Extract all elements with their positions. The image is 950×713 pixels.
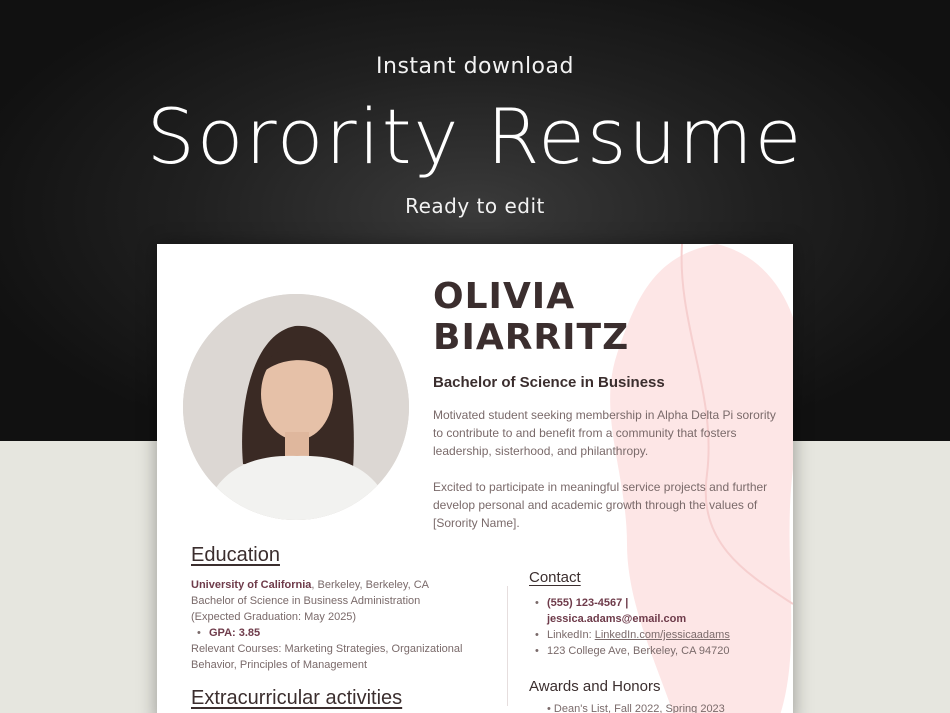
candidate-name	[433, 276, 629, 358]
profile-photo	[183, 294, 409, 520]
address: • 123 College Ave, Berkeley, CA 94720	[529, 643, 759, 659]
hero-subtitle-bottom: Ready to edit	[405, 194, 545, 218]
summary-paragraph-2: Excited to participate in meaningful service projects and further develop personal and academic growth through the values of [Sorority Name].	[433, 480, 768, 530]
phone-number: (555) 123-4567 |	[547, 597, 629, 609]
school-name: University of California	[191, 579, 312, 591]
linkedin-link[interactable]: LinkedIn.com/jessicaadams	[594, 629, 730, 641]
graduation-date: (Expected Graduation: May 2025)	[191, 611, 357, 623]
contact-details	[529, 595, 759, 659]
summary-paragraph-1: Motivated student seeking membership in Alpha Delta Pi sorority to contribute to and benefit from a community that fosters leadership, sisterhood, and philanthropy.	[433, 408, 776, 458]
linkedin-label: LinkedIn:	[547, 629, 595, 641]
school-location: , Berkeley, Berkeley, CA	[311, 579, 430, 591]
relevant-courses: Relevant Courses: Marketing Strategies, Organizational Behavior, Principles of Management	[191, 643, 463, 671]
gpa: GPA: 3.85	[209, 627, 261, 639]
name-line-2: BIARRITZ	[433, 317, 630, 358]
email-address: jessica.adams@email.com	[547, 613, 687, 625]
hero-title: Sorority Resume	[146, 92, 804, 181]
awards-item: • Dean's List, Fall 2022, Spring 2023	[547, 703, 725, 713]
degree-title: Bachelor of Science in Business	[433, 374, 665, 391]
education-program: Bachelor of Science in Business Administration	[191, 595, 421, 607]
awards-heading: Awards and Honors	[529, 678, 661, 695]
resume-page	[157, 244, 793, 713]
hero-subtitle-top: Instant download	[376, 54, 574, 79]
education-heading: Education	[191, 544, 280, 566]
education-details	[191, 577, 491, 673]
contact-heading: Contact	[529, 569, 581, 586]
awards-item-text: Dean's List, Fall 2022, Spring 2023	[553, 703, 725, 713]
profile-photo-illustration	[183, 294, 409, 520]
extracurricular-heading: Extracurricular activities	[191, 687, 403, 709]
name-line-1: OLIVIA	[433, 276, 576, 317]
column-divider	[507, 586, 508, 706]
